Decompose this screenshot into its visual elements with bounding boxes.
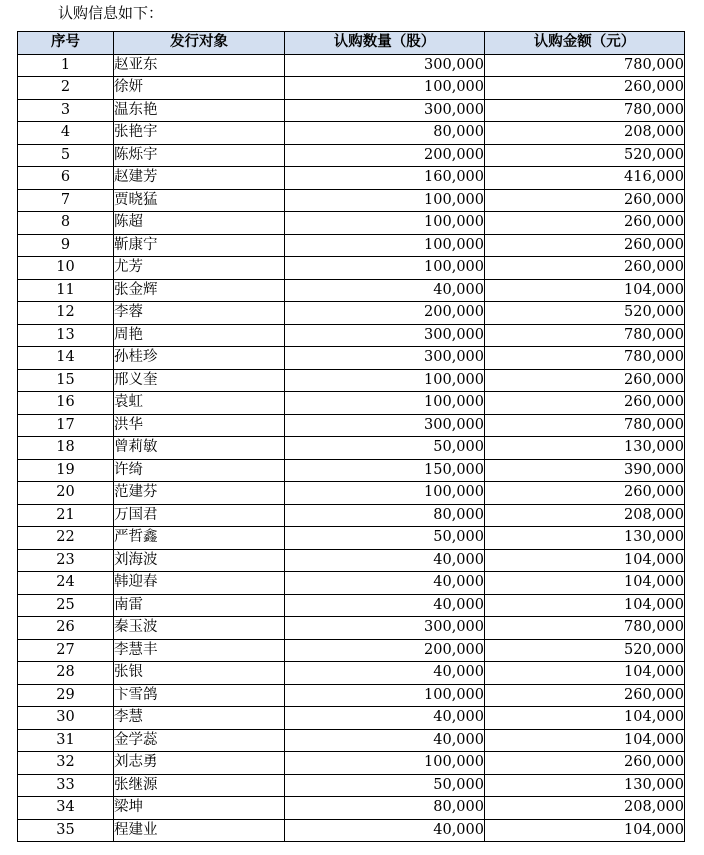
subscription-quantity: 200,000 [285, 302, 485, 325]
row-number: 3 [18, 99, 114, 122]
subscriber-name: 温东艳 [114, 99, 285, 122]
row-number: 7 [18, 189, 114, 212]
row-number: 35 [18, 819, 114, 842]
subscription-amount: 780,000 [485, 347, 685, 370]
subscriber-name: 张继源 [114, 774, 285, 797]
subscription-amount: 780,000 [485, 99, 685, 122]
subscription-amount: 104,000 [485, 707, 685, 730]
subscriber-name: 李慧丰 [114, 639, 285, 662]
subscription-amount: 260,000 [485, 234, 685, 257]
subscription-amount: 390,000 [485, 459, 685, 482]
table-row [18, 212, 685, 235]
subscription-quantity: 100,000 [285, 392, 485, 415]
subscriber-name: 许绮 [114, 459, 285, 482]
subscriber-name: 韩迎春 [114, 572, 285, 595]
row-number: 27 [18, 639, 114, 662]
table-row [18, 167, 685, 190]
table-row [18, 77, 685, 100]
subscription-quantity: 100,000 [285, 752, 485, 775]
subscriber-name: 张金辉 [114, 279, 285, 302]
subscriber-name: 赵建芳 [114, 167, 285, 190]
table-row [18, 617, 685, 640]
subscription-quantity: 80,000 [285, 504, 485, 527]
header-no: 序号 [18, 32, 114, 55]
table-row [18, 684, 685, 707]
table-row [18, 572, 685, 595]
subscription-quantity: 300,000 [285, 324, 485, 347]
table-body [18, 54, 685, 842]
table-row [18, 639, 685, 662]
subscriber-name: 邢义奎 [114, 369, 285, 392]
table-row [18, 257, 685, 280]
subscriber-name: 洪华 [114, 414, 285, 437]
subscription-quantity: 300,000 [285, 99, 485, 122]
table-row [18, 324, 685, 347]
row-number: 15 [18, 369, 114, 392]
row-number: 28 [18, 662, 114, 685]
table-row [18, 729, 685, 752]
subscription-quantity: 40,000 [285, 572, 485, 595]
row-number: 1 [18, 54, 114, 77]
subscription-quantity: 150,000 [285, 459, 485, 482]
subscription-amount: 208,000 [485, 797, 685, 820]
subscription-amount: 780,000 [485, 324, 685, 347]
subscriber-name: 袁虹 [114, 392, 285, 415]
subscription-amount: 104,000 [485, 572, 685, 595]
subscription-amount: 208,000 [485, 504, 685, 527]
row-number: 20 [18, 482, 114, 505]
subscriber-name: 秦玉波 [114, 617, 285, 640]
subscriber-name: 靳康宁 [114, 234, 285, 257]
subscription-amount: 104,000 [485, 662, 685, 685]
subscription-quantity: 40,000 [285, 729, 485, 752]
subscription-quantity: 50,000 [285, 437, 485, 460]
header-row [18, 32, 685, 55]
subscriber-name: 李蓉 [114, 302, 285, 325]
subscription-amount: 520,000 [485, 639, 685, 662]
table-row [18, 302, 685, 325]
subscription-quantity: 300,000 [285, 414, 485, 437]
subscriber-name: 卞雪鸽 [114, 684, 285, 707]
subscription-quantity: 100,000 [285, 257, 485, 280]
row-number: 32 [18, 752, 114, 775]
subscriber-name: 张艳宇 [114, 122, 285, 145]
subscription-amount: 260,000 [485, 212, 685, 235]
subscription-quantity: 40,000 [285, 594, 485, 617]
header-subscriber: 发行对象 [114, 32, 285, 55]
row-number: 11 [18, 279, 114, 302]
row-number: 14 [18, 347, 114, 370]
table-row [18, 797, 685, 820]
row-number: 2 [18, 77, 114, 100]
subscriber-name: 陈烁宇 [114, 144, 285, 167]
table-row [18, 482, 685, 505]
subscription-amount: 260,000 [485, 392, 685, 415]
subscriber-name: 李慧 [114, 707, 285, 730]
row-number: 25 [18, 594, 114, 617]
table-row [18, 414, 685, 437]
subscriber-name: 曾莉敏 [114, 437, 285, 460]
row-number: 23 [18, 549, 114, 572]
table-row [18, 437, 685, 460]
header-amount: 认购金额（元） [485, 32, 685, 55]
subscriber-name: 刘海波 [114, 549, 285, 572]
subscriber-name: 徐妍 [114, 77, 285, 100]
subscription-amount: 260,000 [485, 369, 685, 392]
subscriber-name: 范建芬 [114, 482, 285, 505]
table-row [18, 369, 685, 392]
table-row [18, 774, 685, 797]
subscriber-name: 万国君 [114, 504, 285, 527]
subscriber-name: 梁坤 [114, 797, 285, 820]
subscription-amount: 104,000 [485, 594, 685, 617]
subscription-amount: 104,000 [485, 729, 685, 752]
row-number: 18 [18, 437, 114, 460]
header-quantity: 认购数量（股） [285, 32, 485, 55]
table-row [18, 549, 685, 572]
subscription-quantity: 100,000 [285, 234, 485, 257]
subscription-quantity: 100,000 [285, 684, 485, 707]
subscription-quantity: 40,000 [285, 662, 485, 685]
table-row [18, 527, 685, 550]
row-number: 21 [18, 504, 114, 527]
subscription-quantity: 100,000 [285, 77, 485, 100]
row-number: 22 [18, 527, 114, 550]
subscription-amount: 260,000 [485, 684, 685, 707]
table-row [18, 279, 685, 302]
row-number: 26 [18, 617, 114, 640]
subscriber-name: 金学蕊 [114, 729, 285, 752]
subscriber-name: 刘志勇 [114, 752, 285, 775]
subscriber-name: 尤芳 [114, 257, 285, 280]
subscription-amount: 260,000 [485, 189, 685, 212]
subscription-quantity: 40,000 [285, 819, 485, 842]
subscription-quantity: 100,000 [285, 212, 485, 235]
subscription-amount: 260,000 [485, 482, 685, 505]
row-number: 12 [18, 302, 114, 325]
subscription-quantity: 50,000 [285, 774, 485, 797]
intro-text: 认购信息如下： [58, 4, 164, 22]
subscription-quantity: 80,000 [285, 122, 485, 145]
subscriber-name: 严哲鑫 [114, 527, 285, 550]
subscription-quantity: 300,000 [285, 347, 485, 370]
subscription-amount: 520,000 [485, 302, 685, 325]
row-number: 8 [18, 212, 114, 235]
table-row [18, 144, 685, 167]
subscription-quantity: 160,000 [285, 167, 485, 190]
subscription-quantity: 300,000 [285, 617, 485, 640]
subscription-quantity: 40,000 [285, 707, 485, 730]
table-row [18, 347, 685, 370]
subscription-amount: 104,000 [485, 549, 685, 572]
subscription-quantity: 50,000 [285, 527, 485, 550]
table-row [18, 122, 685, 145]
table-row [18, 504, 685, 527]
subscription-amount: 104,000 [485, 279, 685, 302]
subscription-quantity: 100,000 [285, 369, 485, 392]
subscription-amount: 780,000 [485, 54, 685, 77]
subscription-amount: 130,000 [485, 774, 685, 797]
subscriber-name: 程建业 [114, 819, 285, 842]
subscription-amount: 260,000 [485, 257, 685, 280]
subscription-quantity: 80,000 [285, 797, 485, 820]
table-row [18, 392, 685, 415]
subscriber-name: 南雷 [114, 594, 285, 617]
table-row [18, 707, 685, 730]
subscription-quantity: 200,000 [285, 144, 485, 167]
row-number: 34 [18, 797, 114, 820]
subscription-amount: 104,000 [485, 819, 685, 842]
table-row [18, 662, 685, 685]
row-number: 24 [18, 572, 114, 595]
table-row [18, 752, 685, 775]
subscriber-name: 贾晓猛 [114, 189, 285, 212]
row-number: 30 [18, 707, 114, 730]
row-number: 13 [18, 324, 114, 347]
row-number: 10 [18, 257, 114, 280]
subscription-quantity: 100,000 [285, 189, 485, 212]
row-number: 19 [18, 459, 114, 482]
row-number: 17 [18, 414, 114, 437]
subscriber-name: 陈超 [114, 212, 285, 235]
table-row [18, 234, 685, 257]
subscriber-name: 孙桂珍 [114, 347, 285, 370]
subscription-quantity: 40,000 [285, 279, 485, 302]
row-number: 33 [18, 774, 114, 797]
table-row [18, 54, 685, 77]
subscription-amount: 260,000 [485, 77, 685, 100]
subscription-amount: 780,000 [485, 617, 685, 640]
subscription-quantity: 300,000 [285, 54, 485, 77]
table-row [18, 819, 685, 842]
subscription-amount: 208,000 [485, 122, 685, 145]
table-row [18, 594, 685, 617]
row-number: 6 [18, 167, 114, 190]
subscription-amount: 130,000 [485, 527, 685, 550]
subscription-table [17, 31, 685, 842]
row-number: 29 [18, 684, 114, 707]
row-number: 4 [18, 122, 114, 145]
table-row [18, 459, 685, 482]
subscription-amount: 130,000 [485, 437, 685, 460]
row-number: 9 [18, 234, 114, 257]
subscriber-name: 赵亚东 [114, 54, 285, 77]
subscription-amount: 780,000 [485, 414, 685, 437]
row-number: 16 [18, 392, 114, 415]
subscriber-name: 张银 [114, 662, 285, 685]
subscriber-name: 周艳 [114, 324, 285, 347]
table-row [18, 99, 685, 122]
subscription-amount: 416,000 [485, 167, 685, 190]
subscription-quantity: 100,000 [285, 482, 485, 505]
subscription-amount: 520,000 [485, 144, 685, 167]
subscription-quantity: 40,000 [285, 549, 485, 572]
subscription-quantity: 200,000 [285, 639, 485, 662]
subscription-amount: 260,000 [485, 752, 685, 775]
row-number: 5 [18, 144, 114, 167]
row-number: 31 [18, 729, 114, 752]
table-row [18, 189, 685, 212]
